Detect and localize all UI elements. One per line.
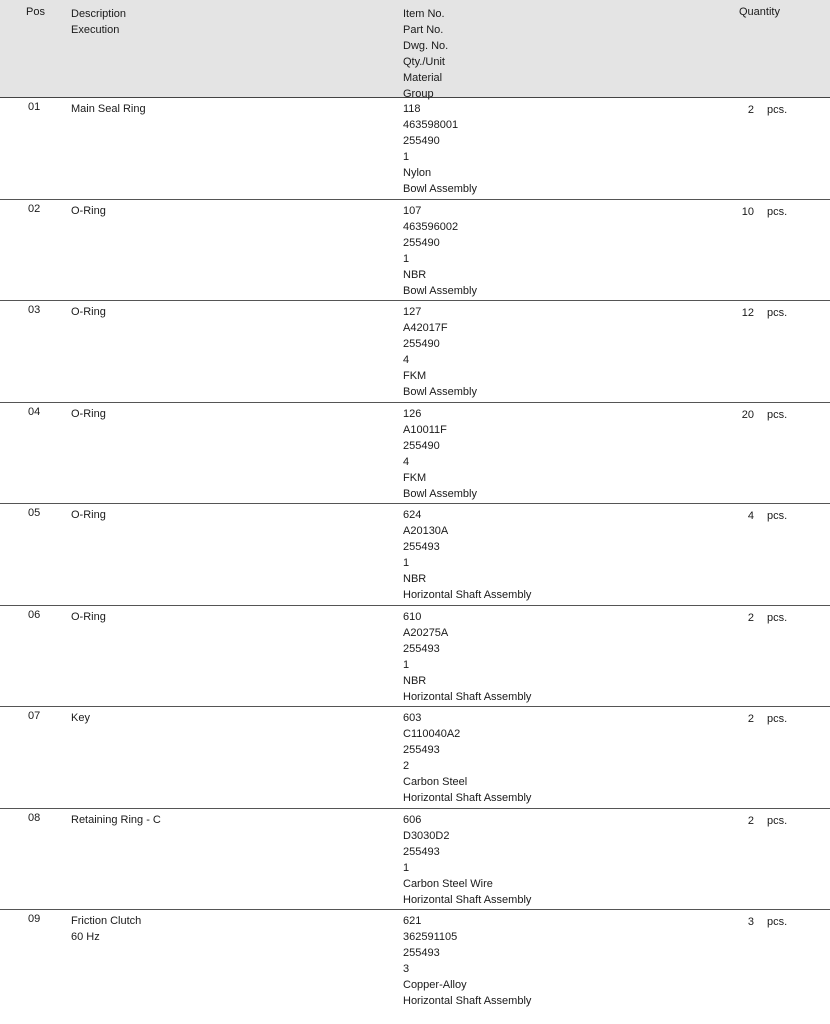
header-part-no: Part No. [403,24,444,36]
row-description [71,609,106,625]
row-material: Carbon Steel Wire [403,877,493,890]
table-body [0,98,830,1012]
row-dwg-no: 255490 [403,236,440,249]
row-group: Bowl Assembly [403,284,477,297]
row-unit: pcs. [767,510,788,522]
row-group: Horizontal Shaft Assembly [403,589,532,601]
header-group: Group [403,88,434,100]
row-pos: 07 [28,710,41,722]
row-item-no: 610 [403,610,422,623]
row-description-line: Retaining Ring - C [71,813,161,826]
row-part-no: C110040A2 [403,728,461,740]
row-quantity: 2 [747,713,754,725]
row-part-no: A20275A [403,626,449,639]
row-description-line: 60 Hz [71,931,100,943]
row-qty-unit: 2 [403,760,410,772]
row-description [71,101,146,117]
row-part-no: 362591105 [403,931,458,943]
row-pos: 08 [28,811,41,824]
row-qty-unit: 1 [403,658,410,671]
row-item-no: 624 [403,509,422,521]
row-material: FKM [403,370,427,382]
row-description-line: O-Ring [71,204,106,217]
table-row [0,200,830,302]
row-material: Nylon [403,167,432,179]
row-group: Bowl Assembly [403,183,477,195]
row-material: NBR [403,573,427,585]
row-item-no: 621 [403,915,422,927]
row-quantity: 2 [747,104,754,116]
row-quantity: 12 [741,307,754,319]
row-qty-unit: 1 [403,861,410,874]
row-qty-unit: 1 [403,151,410,163]
header-item-no: Item No. [403,8,445,20]
row-dwg-no: 255490 [403,439,440,452]
row-pos: 09 [28,913,41,925]
row-unit: pcs. [767,104,788,116]
row-item-info [403,304,477,400]
row-description-line: Main Seal Ring [71,103,146,115]
row-description-line: O-Ring [71,610,106,623]
header-pos: Pos [26,6,45,18]
row-part-no: D3030D2 [403,829,450,842]
row-qty-unit: 4 [403,455,410,468]
row-dwg-no: 255493 [403,744,440,756]
row-description [71,304,106,320]
row-pos: 01 [28,101,41,113]
row-quantity: 2 [747,814,754,827]
table-row [0,301,830,403]
row-part-no: 463596002 [403,220,459,233]
row-material: NBR [403,674,427,687]
row-item-info [403,609,531,705]
row-item-info [403,710,531,806]
row-item-info [403,101,477,197]
row-description-line: O-Ring [71,509,106,521]
row-description-line: Key [71,712,90,724]
row-unit: pcs. [767,408,788,421]
row-material: Carbon Steel [403,776,468,788]
row-item-info [403,507,531,603]
header-qty-unit: Qty./Unit [403,56,445,68]
row-dwg-no: 255490 [403,135,440,147]
header-quantity: Quantity [739,6,780,18]
row-qty-unit: 3 [403,963,410,975]
row-pos: 02 [28,202,41,215]
header-dwg-no: Dwg. No. [403,40,449,52]
row-item-no: 118 [403,103,421,115]
row-part-no: A42017F [403,322,448,334]
row-material: Copper-Alloy [403,979,467,991]
table-row [0,403,830,505]
header-material: Material [403,72,443,84]
table-row [0,98,830,200]
row-unit: pcs. [767,205,788,218]
row-dwg-no: 255493 [403,947,440,959]
row-material: FKM [403,471,427,484]
row-quantity: 3 [747,916,754,928]
header-description [71,6,126,38]
row-description-line: Friction Clutch [71,915,142,927]
row-qty-unit: 1 [403,252,410,265]
row-item-info [403,913,531,1009]
row-quantity: 20 [741,408,754,421]
header-description-line: Description [71,8,127,20]
row-description [71,203,106,219]
row-description [71,507,106,523]
row-group: Horizontal Shaft Assembly [403,893,532,906]
row-dwg-no: 255493 [403,845,440,858]
row-description-line: O-Ring [71,407,106,420]
row-pos: 05 [28,507,41,519]
row-group: Horizontal Shaft Assembly [403,690,532,703]
row-item-no: 107 [403,204,422,217]
row-item-no: 127 [403,306,422,318]
header-execution-line: Execution [71,24,120,36]
row-pos: 03 [28,304,41,316]
row-description [71,812,161,828]
row-part-no: A10011F [403,423,447,436]
row-unit: pcs. [767,814,788,827]
row-part-no: A20130A [403,525,449,537]
table-row [0,606,830,708]
row-quantity: 10 [741,205,754,218]
row-unit: pcs. [767,916,788,928]
table-row [0,910,830,1012]
table-header [0,0,830,98]
header-item-info [403,6,448,102]
row-dwg-no: 255493 [403,642,440,655]
row-qty-unit: 1 [403,557,410,569]
row-item-no: 603 [403,712,422,724]
row-group: Horizontal Shaft Assembly [403,995,532,1007]
row-group: Bowl Assembly [403,487,477,500]
row-item-no: 126 [403,407,422,420]
row-description [71,710,90,726]
row-description [71,406,106,422]
row-group: Horizontal Shaft Assembly [403,792,532,804]
row-description-line: O-Ring [71,306,106,318]
row-item-info [403,203,477,299]
row-item-info [403,406,477,502]
row-dwg-no: 255493 [403,541,440,553]
row-pos: 06 [28,608,41,621]
table-row [0,809,830,911]
row-item-no: 606 [403,813,422,826]
row-unit: pcs. [767,307,788,319]
row-unit: pcs. [767,611,788,624]
row-pos: 04 [28,405,41,418]
row-description [71,913,141,945]
row-item-info [403,812,531,908]
row-quantity: 2 [747,611,754,624]
table-row [0,504,830,606]
table-row [0,707,830,809]
row-group: Bowl Assembly [403,386,477,398]
row-qty-unit: 4 [403,354,410,366]
row-dwg-no: 255490 [403,338,440,350]
row-material: NBR [403,268,427,281]
row-quantity: 4 [747,510,754,522]
row-unit: pcs. [767,713,788,725]
row-part-no: 463598001 [403,119,459,131]
